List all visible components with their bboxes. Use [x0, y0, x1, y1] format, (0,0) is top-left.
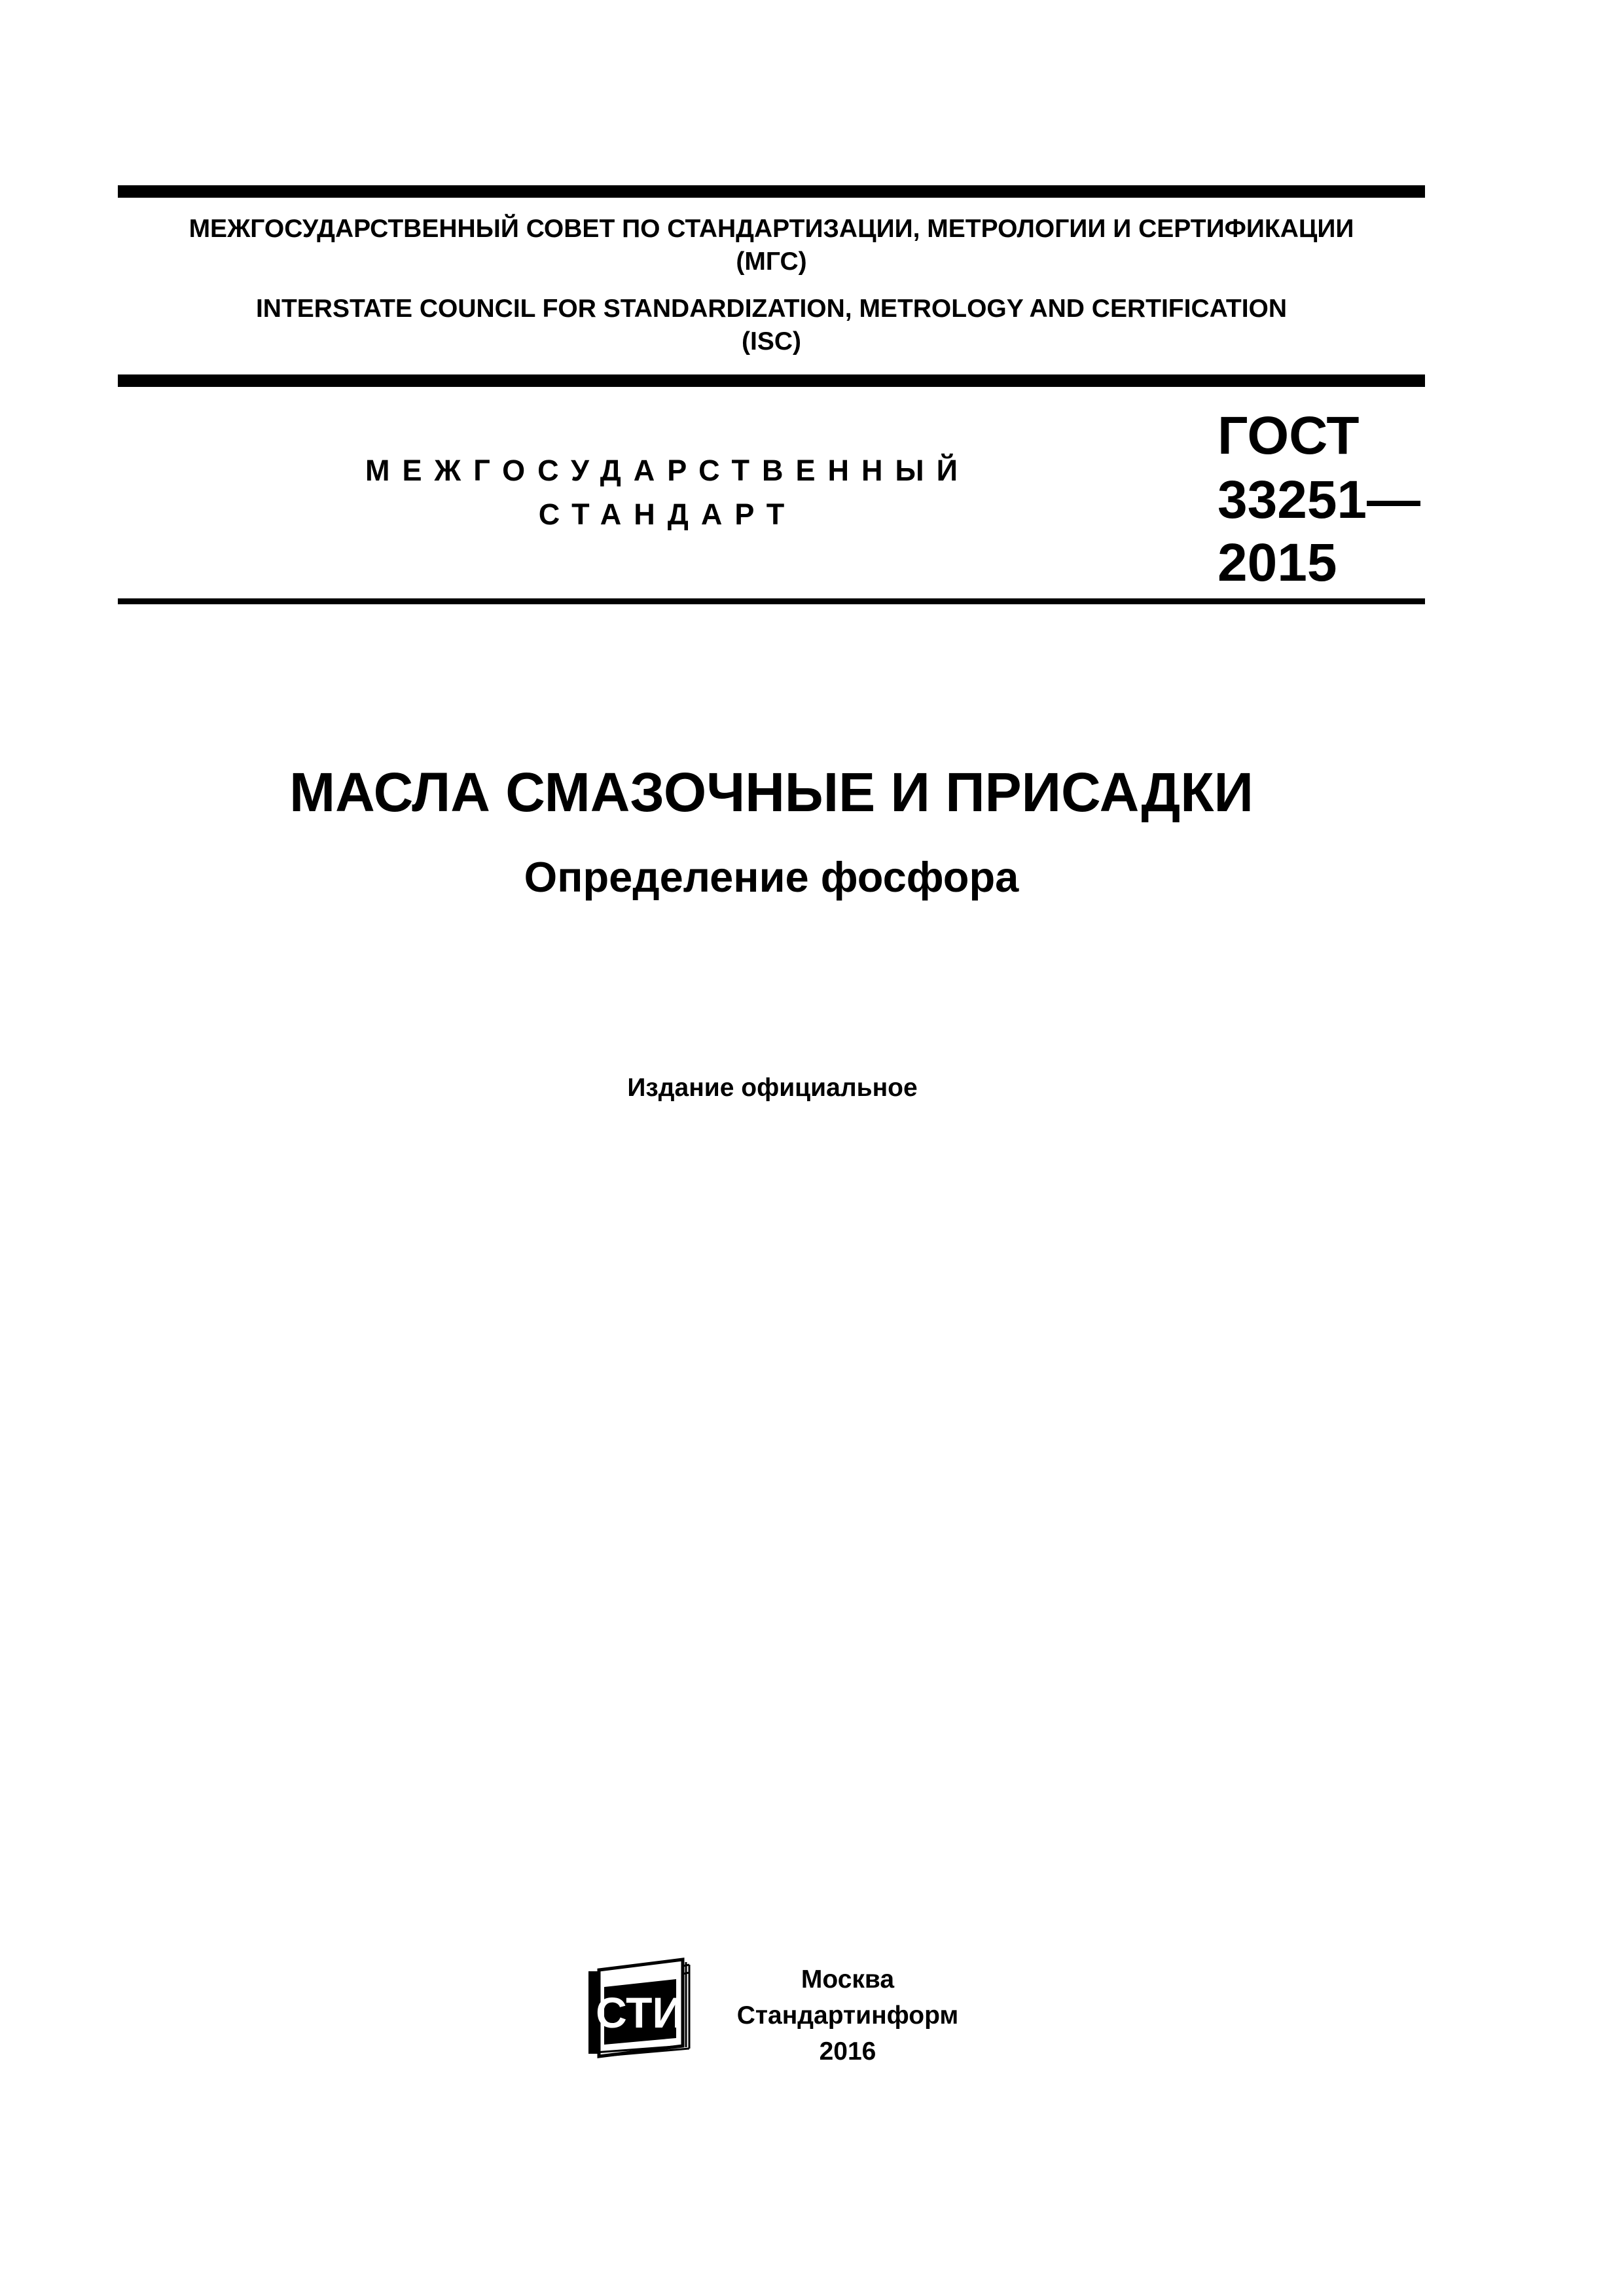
logo-lettering: СТИ [596, 1988, 683, 2037]
publication-year: 2016 [819, 2037, 876, 2066]
edition-note: Издание официальное [627, 1074, 918, 1102]
council-abbr-en: (ISC) [742, 327, 801, 355]
gost-number: 33251— [1218, 470, 1421, 530]
standard-type-label-line2: СТАНДАРТ [538, 498, 797, 531]
gost-prefix: ГОСТ [1218, 406, 1360, 465]
standard-type-label-line1: МЕЖГОСУДАРСТВЕННЫЙ [365, 454, 970, 487]
council-name-ru: МЕЖГОСУДАРСТВЕННЫЙ СОВЕТ ПО СТАНДАРТИЗАЦИИ, МЕТРОЛОГИИ И СЕРТИФИКАЦИИ [189, 215, 1354, 243]
gost-year: 2015 [1218, 533, 1337, 592]
standartinform-logo-icon [585, 1954, 691, 2060]
standard-bottom-rule [118, 598, 1425, 604]
document-subtitle: Определение фосфора [524, 853, 1019, 901]
publisher-city: Москва [801, 1965, 895, 1994]
council-name-en: INTERSTATE COUNCIL FOR STANDARDIZATION, METROLOGY AND CERTIFICATION [255, 295, 1288, 323]
council-abbr-ru: (МГС) [736, 247, 807, 276]
top-rule [118, 185, 1425, 198]
publisher-name: Стандартинформ [736, 2001, 959, 2030]
header-bottom-rule [118, 374, 1425, 387]
document-title: МАСЛА СМАЗОЧНЫЕ И ПРИСАДКИ [289, 761, 1254, 823]
